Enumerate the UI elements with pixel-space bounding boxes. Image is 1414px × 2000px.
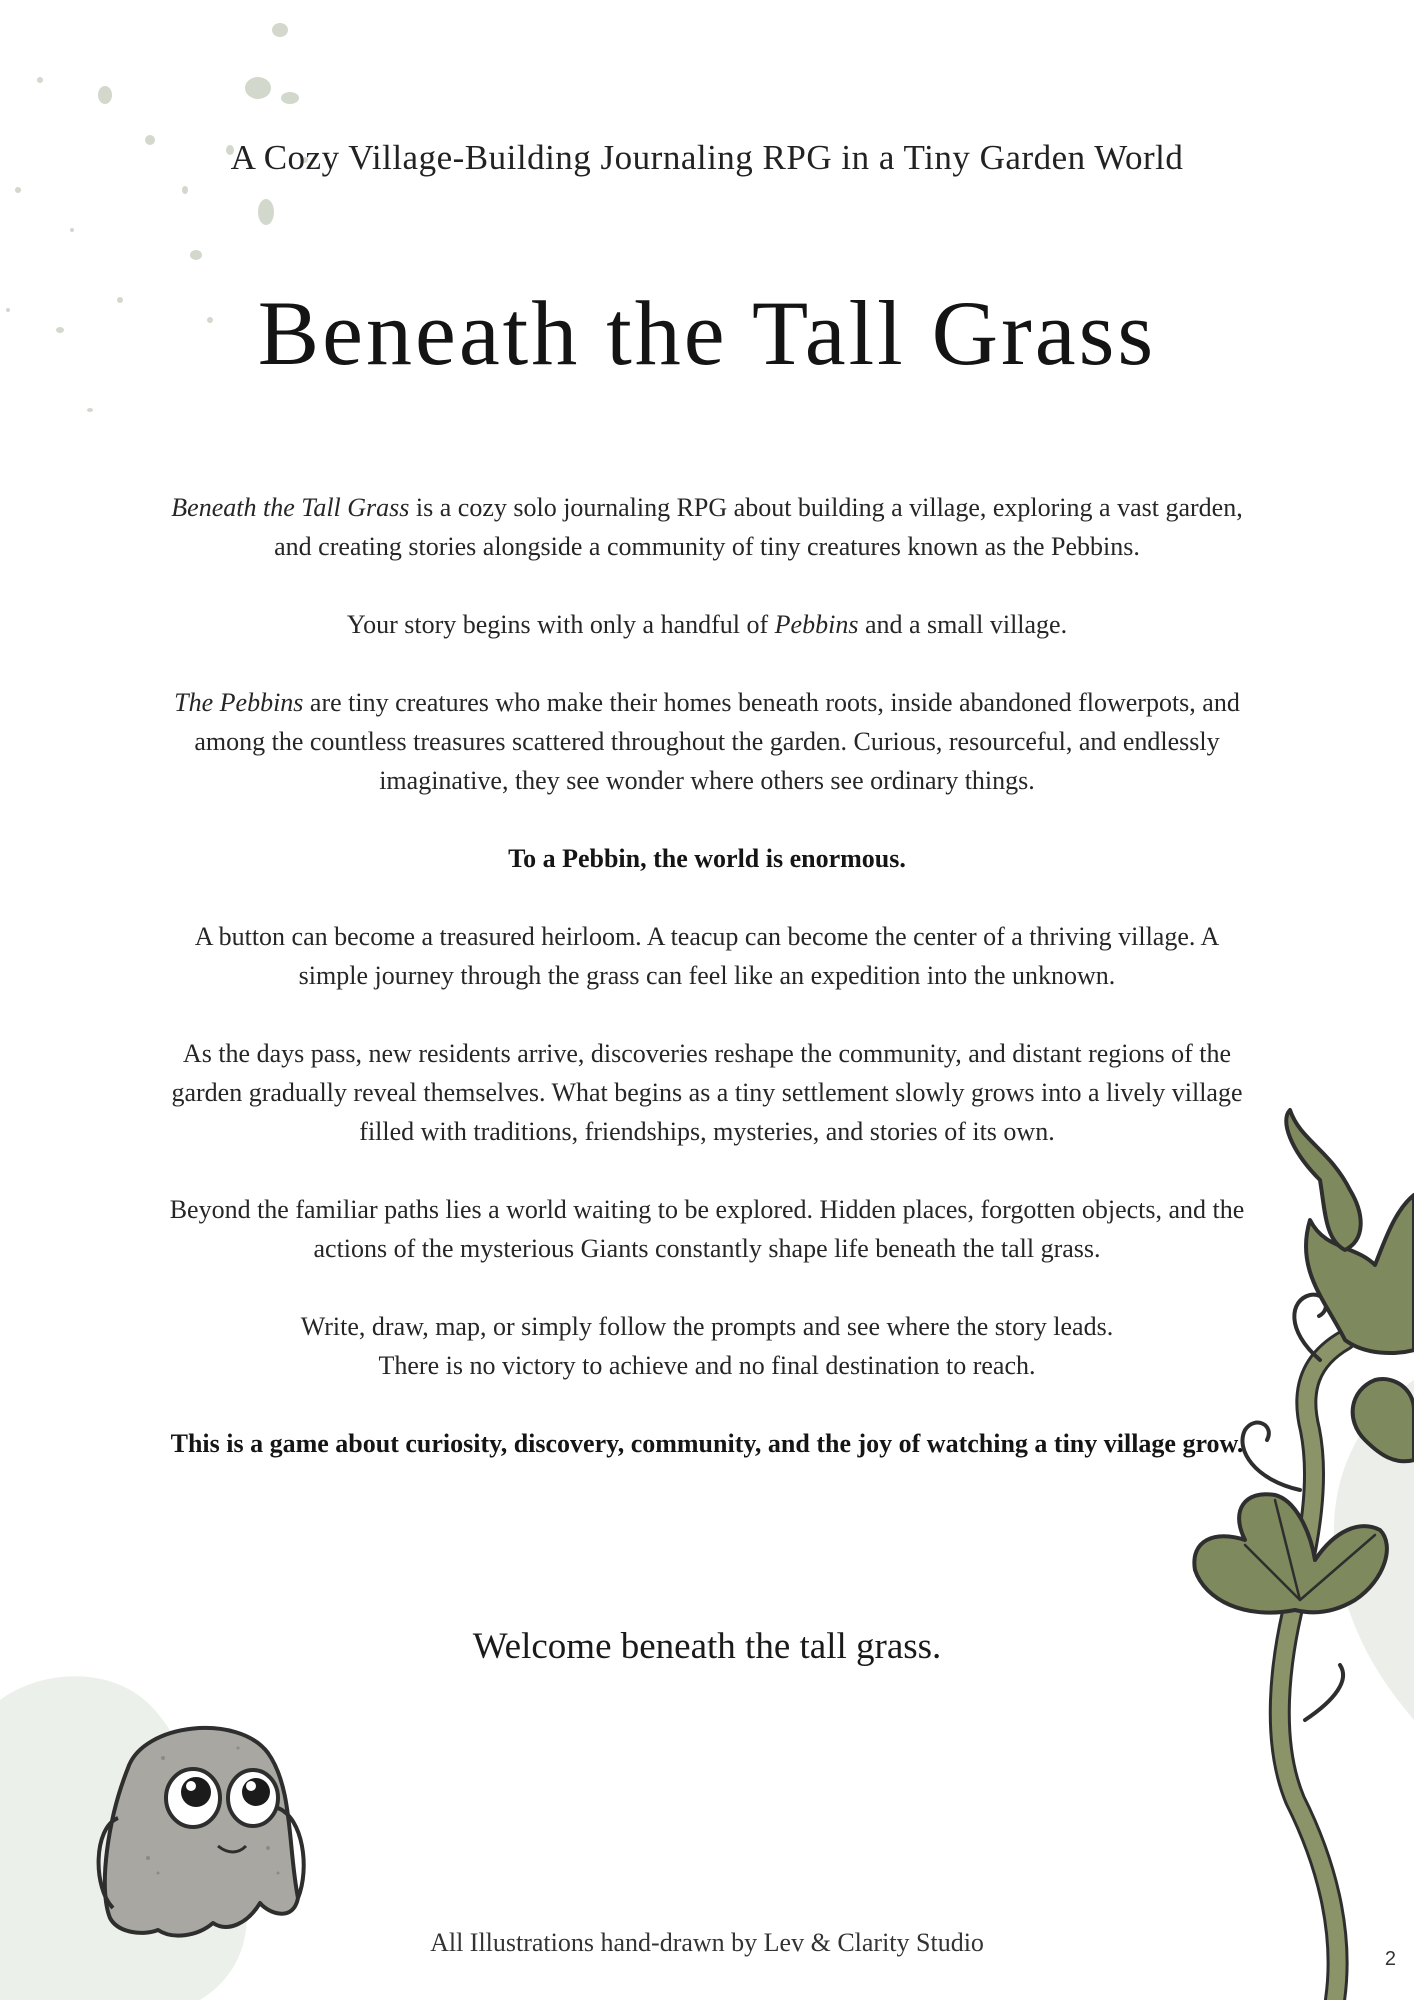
story-begin-paragraph: Your story begins with only a handful of Pebbins and a small village. [346,610,1068,639]
page-title: Beneath the Tall Grass [257,282,1157,384]
closing-statement: This is a game about curiosity, discovery, community, and the joy of watching a tiny village grow. [170,1429,1244,1458]
pebbin-creature-illustration [88,1708,328,1943]
welcome-line: Welcome beneath the tall grass. [472,1626,942,1667]
days-paragraph: As the days pass, new residents arrive, discoveries reshape the community, and distant regions of the garden gradually reveal themselves. What begins as a tiny settlement slowly grows into a lively village filled with traditions, friendships, mysteries, and stories of its own. [171,1039,1243,1146]
intro-italic-title: Beneath the Tall Grass [171,493,410,522]
bold-statement: To a Pebbin, the world is enormous. [508,844,906,873]
illustration-credit: All Illustrations hand-drawn by Lev & Clarity Studio [430,1928,984,1957]
write-paragraph: Write, draw, map, or simply follow the prompts and see where the story leads. There is no victory to achieve and no final destination to reach. [300,1312,1114,1380]
body-text [140,488,1274,1502]
button-paragraph: A button can become a treasured heirloom. A teacup can become the center of a thriving village. A simple journey through the grass can feel like an expedition into the unknown. [194,922,1220,990]
watercolor-splatter [0,0,340,460]
page-number: 2 [1384,1948,1396,1970]
beyond-paragraph: Beyond the familiar paths lies a world waiting to be explored. Hidden places, forgotten objects, and the actions of the mysterious Giants constantly shape life beneath the tall grass. [169,1195,1245,1263]
page-subtitle: A Cozy Village-Building Journaling RPG in a Tiny Garden World [230,138,1184,177]
intro-paragraph: Beneath the Tall Grass is a cozy solo journaling RPG about building a village, exploring a vast garden, and creating stories alongside a community of tiny creatures known as the Pebbins. [171,493,1243,561]
pebbins-paragraph: The Pebbins are tiny creatures who make their homes beneath roots, inside abandoned flowerpots, and among the countless treasures scattered throughout the garden. Curious, resourceful, and endlessly imaginative, they see wonder where others see ordinary things. [174,688,1240,795]
